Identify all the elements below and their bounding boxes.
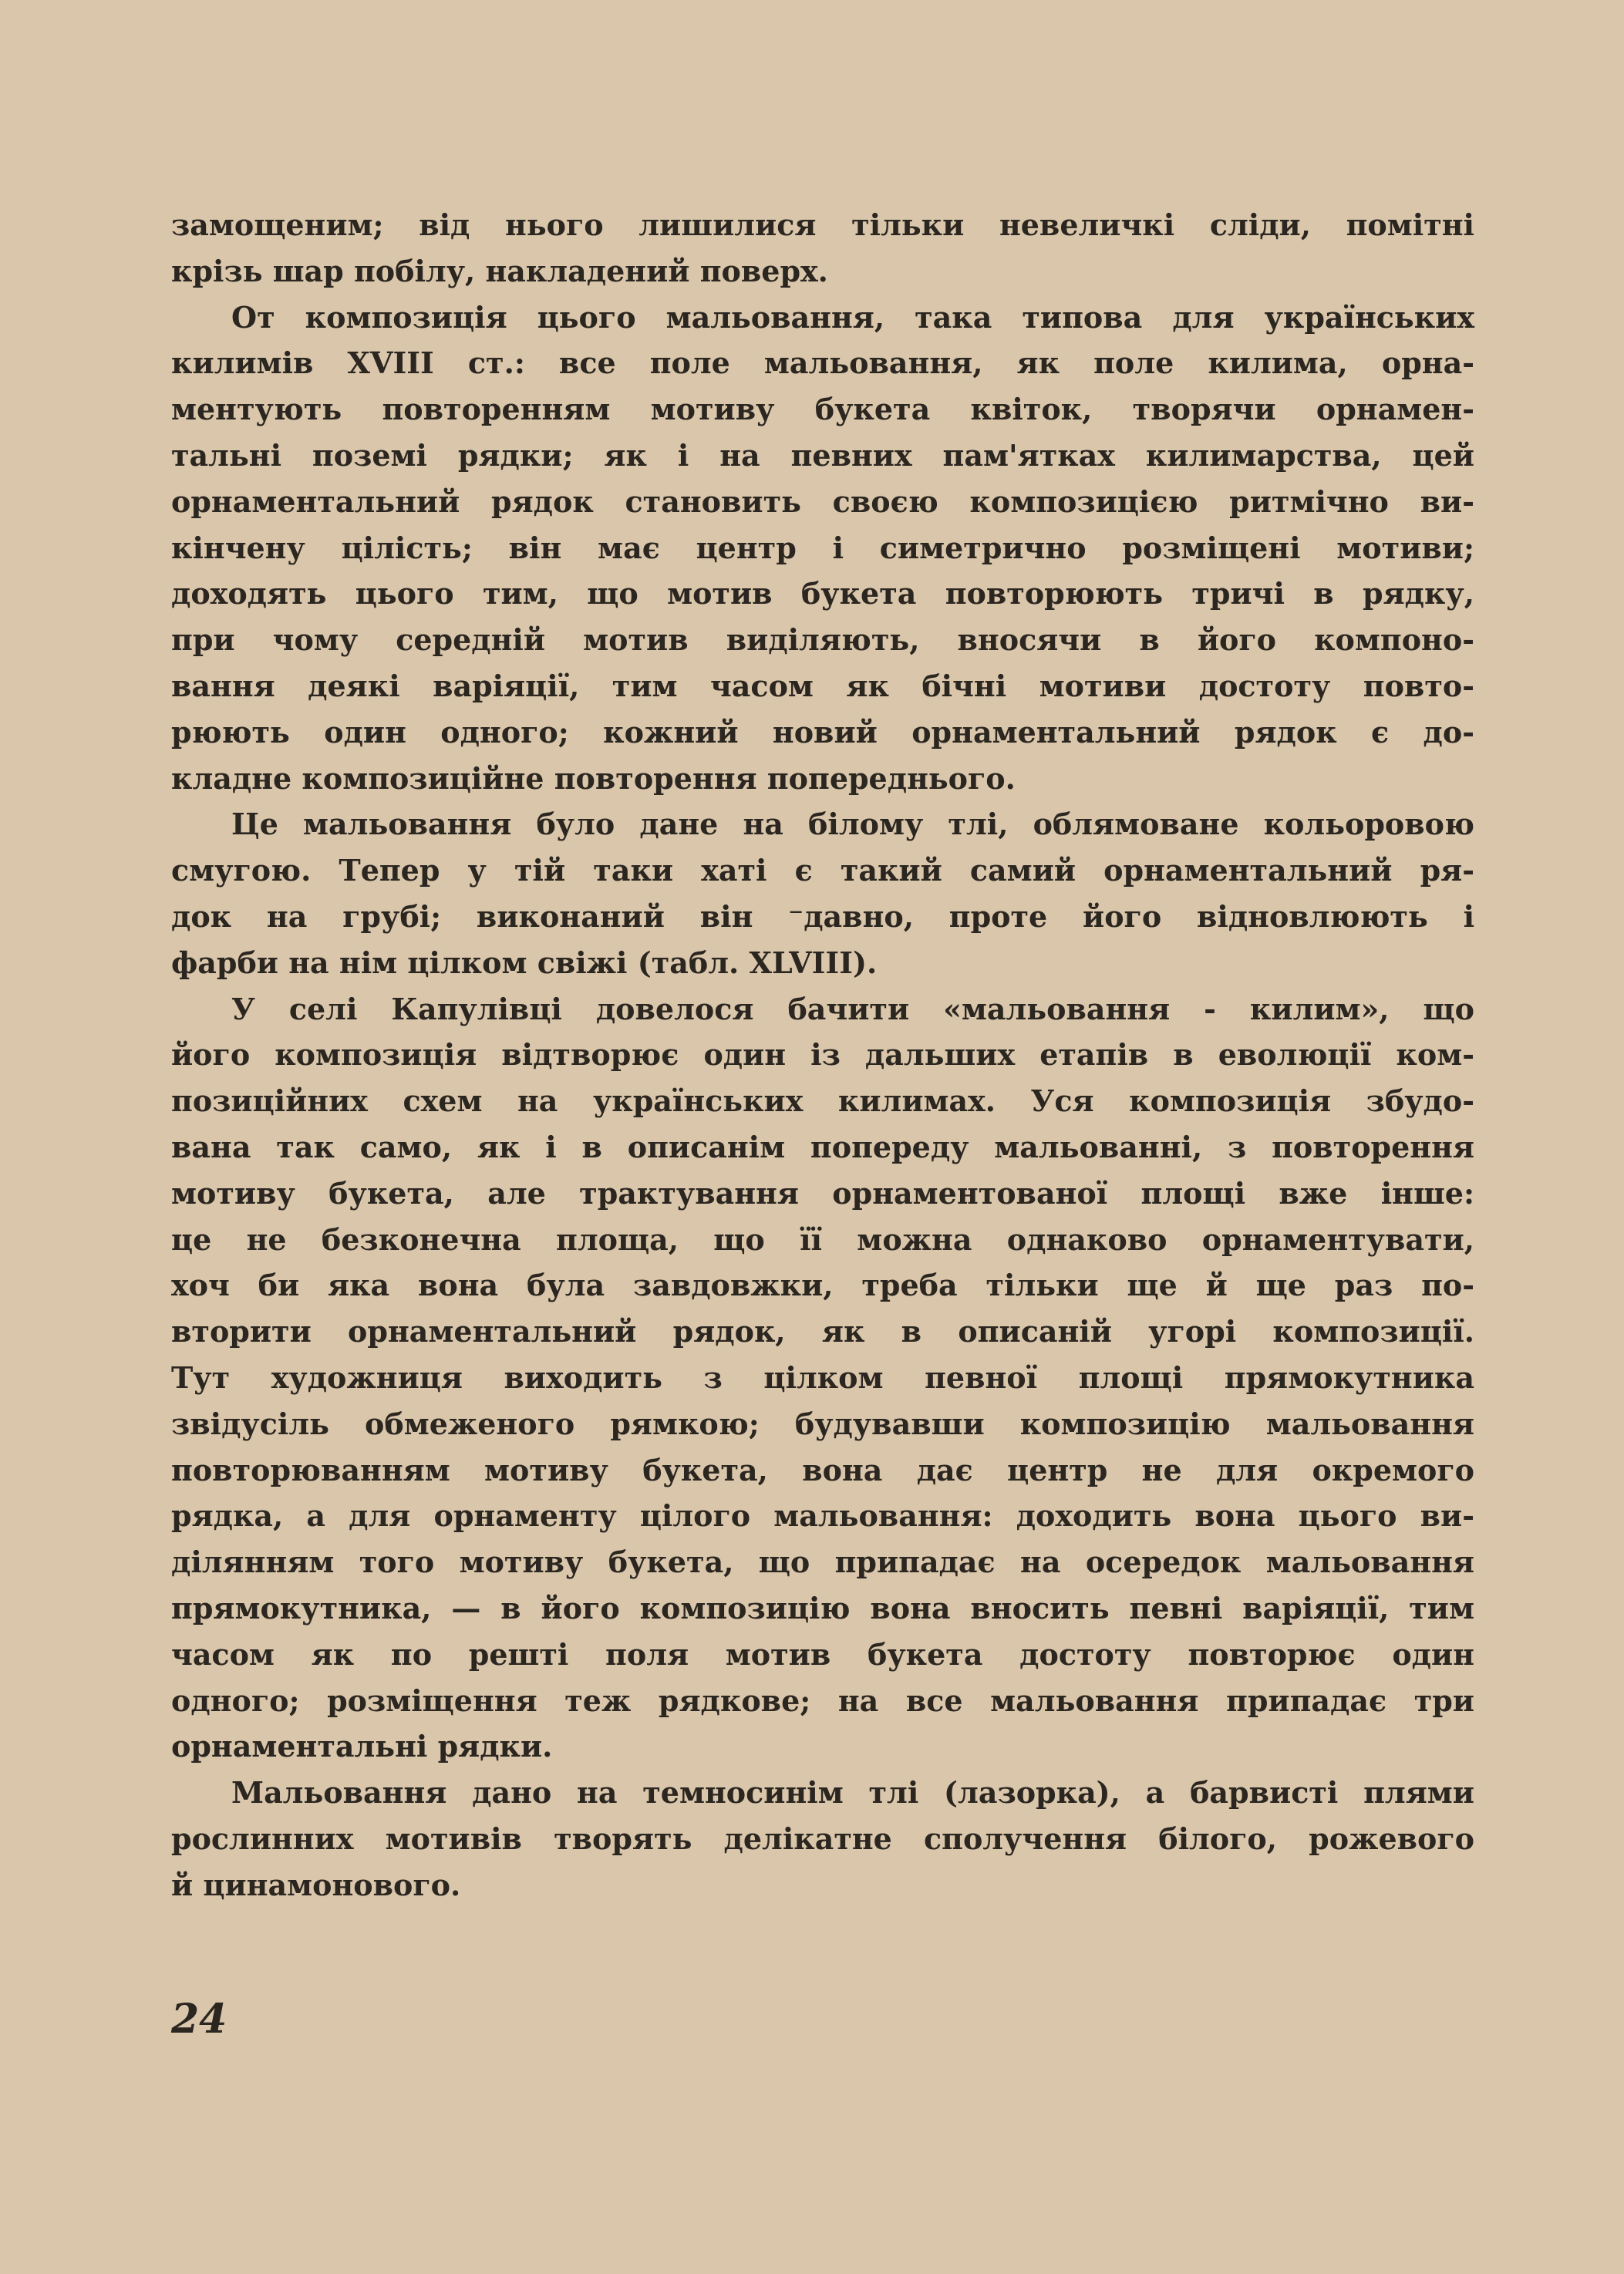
body-text (171, 202, 1474, 1908)
text-line: вання деякі варіяції, тим часом як бічні мотиви достоту повто- (171, 668, 1474, 703)
text-line: кінчену цілість; він має центр і симетрично розміщені мотиви; (171, 530, 1474, 565)
text-line: прямокутника, — в його композицію вона вносить певні варіяції, тим (171, 1590, 1474, 1625)
text-line: позиційних схем на українських килимах. Уся композиція збудо- (171, 1083, 1474, 1119)
text-line: вторити орнаментальний рядок, як в описаній угорі композиції. (171, 1314, 1474, 1349)
text-line: повторюванням мотиву букета, вона дає центр не для окремого (171, 1452, 1474, 1487)
text-line: доходять цього тим, що мотив букета повторюють тричі в рядку, (171, 576, 1474, 611)
text-line: фарби на нім цілком свіжі (табл. XLVIII). (171, 945, 878, 980)
text-line: рядка, а для орнаменту цілого мальовання: доходить вона цього ви- (171, 1498, 1474, 1534)
text-line: крізь шар побілу, накладений поверх. (171, 253, 828, 288)
text-line: рослинних мотивів творять делікатне сполучення білого, рожевого (171, 1821, 1474, 1856)
text-line: смугою. Тепер у тій таки хаті є такий самий орнаментальний ря- (171, 853, 1474, 888)
text-line: мотиву букета, але трактування орнаментованої площі вже інше: (171, 1175, 1474, 1211)
text-line: У селі Капулівці довелося бачити «мальовання - килим», що (231, 991, 1474, 1026)
text-line: Тут художниця виходить з цілком певної площі прямокутника (171, 1359, 1474, 1395)
text-line: й цинамонового. (171, 1867, 461, 1902)
text-line: замощеним; від нього лишилися тільки невеличкі сліди, помітні (171, 207, 1474, 242)
paragraph-4 (171, 986, 1474, 1770)
text-line: одного; розміщення теж рядкове; на все мальовання припадає три (171, 1683, 1474, 1718)
page-number: 24 (171, 1996, 227, 2043)
text-line: при чому середній мотив виділяють, вносячи в його компоно- (171, 622, 1474, 658)
text-line: вана так само, як і в описанім попереду мальованні, з повторення (171, 1129, 1474, 1164)
text-line: тальні поземі рядки; як і на певних пам'ятках килимарства, цей (171, 437, 1474, 473)
paragraph-3 (171, 801, 1474, 985)
text-line: От композиція цього мальовання, така типова для українських (231, 299, 1474, 335)
paragraph-5 (171, 1770, 1474, 1908)
text-line: рюють один одного; кожний новий орнаментальний рядок є до- (171, 714, 1474, 750)
paragraph-2 (171, 295, 1474, 802)
text-line: це не безконечна площа, що її можна однаково орнаментувати, (171, 1221, 1474, 1257)
text-line: Це мальовання було дане на білому тлі, облямоване кольоровою (231, 807, 1474, 842)
text-line: килимів XVIII ст.: все поле мальовання, як поле килима, орна- (171, 345, 1474, 381)
text-line: кладне композиційне повторення попереднього. (171, 760, 1016, 796)
text-line: часом як по решті поля мотив букета достоту повторює один (171, 1636, 1474, 1672)
text-line: ментують повторенням мотиву букета квіток, творячи орнамен- (171, 392, 1474, 427)
text-line: ділянням того мотиву букета, що припадає на осередок мальовання (171, 1545, 1474, 1580)
text-line: орнаментальний рядок становить своєю композицією ритмічно ви- (171, 483, 1474, 519)
text-line: Мальовання дано на темносинім тлі (лазорка), а барвисті плями (231, 1775, 1474, 1811)
text-line: орнаментальні рядки. (171, 1729, 553, 1764)
text-line: хоч би яка вона була завдовжки, треба тільки ще й ще раз по- (171, 1268, 1474, 1303)
text-line: звідусіль обмеженого рямкою; будувавши композицію мальовання (171, 1406, 1474, 1441)
text-line: його композиція відтворює один із дальших етапів в еволюції ком- (171, 1037, 1474, 1073)
paragraph-1 (171, 202, 1474, 295)
text-line: док на грубі; виконаний він ⁻давно, проте його відновлюють і (171, 898, 1474, 934)
